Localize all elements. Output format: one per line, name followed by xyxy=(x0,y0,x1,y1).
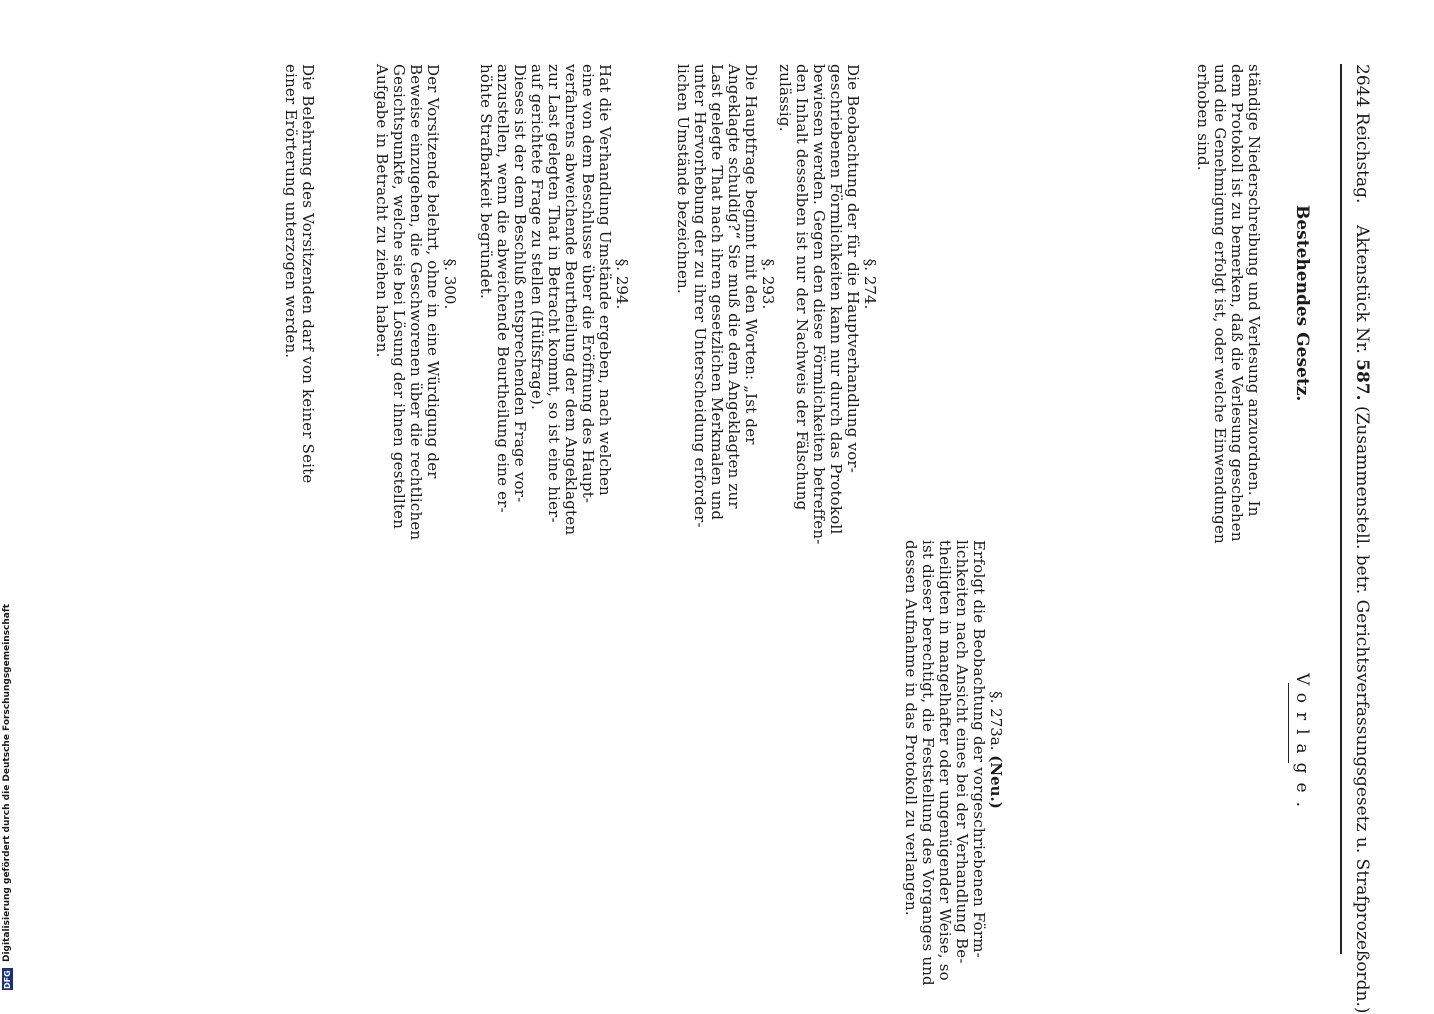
digitization-credit: Digitalisierung gefördert durch die Deutsche Forschungsgemeinschaft xyxy=(2,603,12,962)
text-line: Angeklagte schuldig?“ Sie muß die dem Angeklagten zur xyxy=(725,64,743,509)
section-number: §. 294. xyxy=(613,258,631,310)
closing-paragraph xyxy=(282,64,316,504)
section-number: §. 274. xyxy=(861,258,879,310)
left-column-heading: Bestehendes Gesetz. xyxy=(1292,205,1312,402)
section-300 xyxy=(373,64,459,541)
section-number-273a xyxy=(987,540,1004,960)
text-line: dessen Aufnahme in das Protokoll zu verlangen. xyxy=(902,540,920,916)
text-line: einer Erörterung unterzogen werden. xyxy=(282,64,300,359)
text-line: Gesichtspunkte, welche sie bei Lösung der ihnen gestellten xyxy=(390,64,408,530)
text-line: zur Last gelegten That in Betracht kommt, so ist eine hier- xyxy=(545,64,563,523)
header-title: Reichstag. xyxy=(1352,112,1372,204)
text-line: theiligten in mangelhafter oder ungenügender Weise, so xyxy=(936,540,954,981)
text-line: Beweise einzugehen, die Geschworenen über die rechtlichen xyxy=(407,64,425,541)
section-number: §. 300. xyxy=(441,258,459,310)
text-line: auf gerichtete Frage zu stellen (Hülfsfrage). xyxy=(528,64,546,411)
text-line: Hat die Verhandlung Umstände ergeben, nach welchen xyxy=(596,64,614,496)
text-line: zulässig. xyxy=(776,64,794,132)
text-line: ständige Niederschreibung und Verlesung anzuordnen. In xyxy=(1245,64,1263,517)
right-heading-underline xyxy=(1288,683,1289,763)
header-rule xyxy=(1340,64,1342,954)
section-number: §. 293. xyxy=(759,258,777,310)
text-line: Die Hauptfrage beginnt mit den Worten: „Ist der xyxy=(742,64,760,445)
header-subject: (Zusammenstell. betr. Gerichtsverfassungsgesetz u. Strafprozeßordn.) xyxy=(1352,405,1372,1014)
text-line: dem Protokoll ist zu bemerken, daß die Verlesung geschehen xyxy=(1228,64,1246,542)
text-line: lichkeiten nach Ansicht eines bei der Verhandlung Be- xyxy=(953,540,971,964)
text-line: Last gelegte That nach ihren gesetzlichen Merkmalen und xyxy=(708,64,726,521)
section-293 xyxy=(674,64,777,528)
left-intro xyxy=(1194,64,1262,544)
section-new-tag: (Neu.) xyxy=(987,755,1005,809)
dfg-logo-text: DFG xyxy=(3,970,12,989)
text-line: geschriebenen Förmlichkeiten kann nur durch das Protokoll xyxy=(827,64,845,535)
page-header xyxy=(1352,64,1372,1014)
text-line: Dieses ist der dem Beschluß entsprechenden Frage vor- xyxy=(511,64,529,503)
text-line: lichen Umstände bezeichnen. xyxy=(674,64,692,294)
text-line: Aufgabe in Betracht zu ziehen haben. xyxy=(373,64,391,358)
header-aktenstueck: Aktenstück Nr. xyxy=(1352,225,1372,354)
page-number: 2644 xyxy=(1352,64,1372,108)
text-line: Die Belehrung des Vorsitzenden darf von keiner Seite xyxy=(299,64,317,484)
text-line: Der Vorsitzende belehrt, ohne in eine Würdigung der xyxy=(424,64,442,479)
text-line: höhte Strafbarkeit begründet. xyxy=(477,64,495,299)
text-line: Die Beobachtung der für die Hauptverhandlung vor- xyxy=(844,64,862,474)
text-line: bewiesen werden. Gegen den diese Förmlichkeiten betreffen- xyxy=(810,64,828,545)
text-line: den Inhalt desselben ist nur der Nachweis der Fälschung xyxy=(793,64,811,511)
section-294 xyxy=(477,64,631,536)
text-line: verfahrens abweichende Beurtheilung der dem Angeklagten xyxy=(562,64,580,536)
section-273a xyxy=(902,540,1005,986)
header-number: 587. xyxy=(1352,359,1372,401)
right-column-heading: Vorlage. xyxy=(1292,673,1312,816)
text-line: unter Hervorhebung der zu ihrer Unterscheidung erforder- xyxy=(691,64,709,528)
text-line: und die Genehmigung erfolgt ist, oder welche Einwendungen xyxy=(1211,64,1229,544)
text-line: anzustellen, wenn die abweichende Beurtheilung eine er- xyxy=(494,64,512,513)
text-line: erhoben sind. xyxy=(1194,64,1212,171)
dfg-logo xyxy=(2,968,13,990)
text-line: eine von dem Beschlusse über die Eröffnung des Haupt- xyxy=(579,64,597,504)
text-line: ist dieser berechtigt, die Feststellung des Vorganges und xyxy=(919,540,937,986)
text-line: Erfolgt die Beobachtung der vorgeschriebenen Förm- xyxy=(970,540,988,958)
section-274 xyxy=(776,64,879,545)
section-number: §. 273a. xyxy=(987,691,1005,751)
